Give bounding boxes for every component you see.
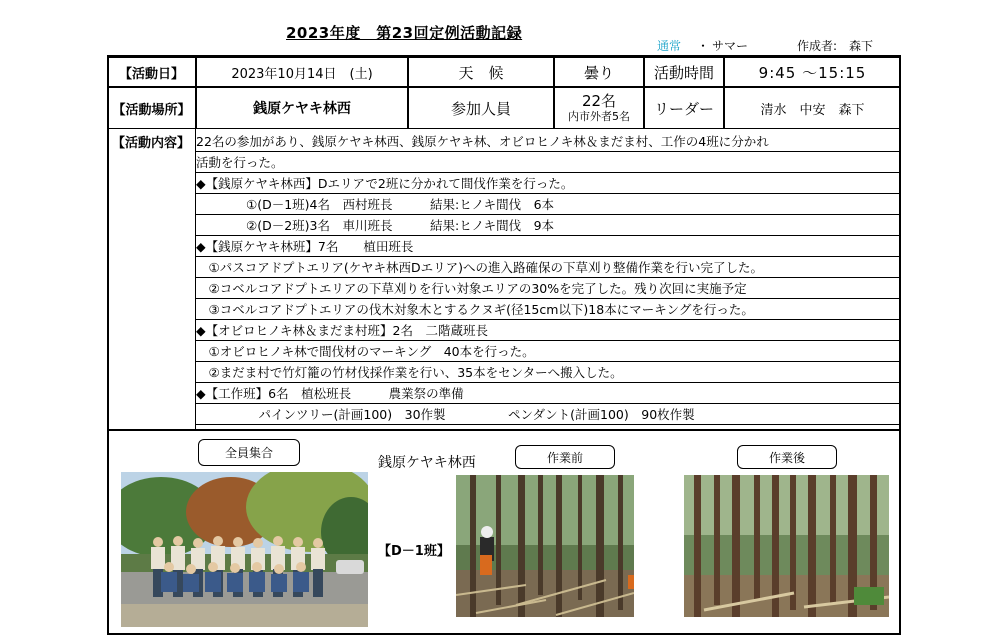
before-work-photo [456,475,634,617]
page-title: 2023年度 第23回定例活動記録 [286,24,523,42]
time-value: 9:45 〜15:15 [724,57,901,87]
date-value: 2023年10月14日 (土) [196,57,408,87]
before-work-button[interactable]: 作業前 [515,445,615,469]
content-line: ◆【オビロヒノキ林＆まだま村班】2名 二階蔵班長 [196,320,900,341]
content-line: ②まだま村で竹灯籠の竹材伐採作業を行い、35本をセンターへ搬入した。 [196,362,900,383]
after-work-button[interactable]: 作業後 [737,445,837,469]
participants-note: 内市外者5名 [568,110,630,123]
content-line: ①(D－1班)4名 西村班長 結果:ヒノキ間伐 6本 [196,194,900,215]
content-line: ◆【工作班】6名 植松班長 農業祭の準備 [196,383,900,404]
content-line: ◆【銭原ケヤキ林班】7名 植田班長 [196,236,900,257]
content-line: パインツリー(計画100) 30作製 ペンダント(計画100) 90枚作製 [196,404,900,425]
content-line: 22名の参加があり、銭原ケヤキ林西、銭原ケヤキ林、オビロヒノキ林＆まだま村、工作の4班に分かれ [196,131,900,152]
participants-label: 参加人員 [408,87,554,129]
team-label: 【D－1班】 [378,544,450,559]
type-separator: ・ [697,39,710,53]
place-value: 銭原ケヤキ林西 [196,87,408,129]
date-label: 【活動日】 [107,57,196,87]
leader-label: リーダー [644,87,724,129]
participants-cell [554,87,644,129]
group-photo [121,472,368,627]
author-label: 作成者: 森下 [797,39,874,53]
content-line: ①パスコアドプトエリア(ケヤキ林西Dエリア)への進入路確保の下草刈り整備作業を行い完了した。 [196,257,900,278]
participants-value: 22名 [581,92,617,110]
type-normal-label: 通常 [657,39,682,53]
content-line: 活動を行った。 [196,152,900,173]
after-work-photo [684,475,889,617]
content-line: ②(D－2班)3名 車川班長 結果:ヒノキ間伐 9本 [196,215,900,236]
type-summer-label: サマー [712,39,749,53]
content-line: ③コベルコアドプトエリアの伐木対象木とするクヌギ(径15cm以下)18本にマーキングを行った。 [196,299,900,320]
place-label: 【活動場所】 [107,87,196,129]
section-divider [107,429,901,431]
leader-value: 清水 中安 森下 [724,87,901,129]
content-label-column [107,129,196,431]
content-line: ◆【銭原ケヤキ林西】Dエリアで2班に分かれて間伐作業を行った。 [196,173,900,194]
group-photo-button[interactable]: 全員集合 [198,439,300,466]
weather-label: 天 候 [408,57,554,87]
weather-value: 曇り [554,57,644,87]
content-line: ①オビロヒノキ林で間伐材のマーキング 40本を行った。 [196,341,900,362]
location-title: 銭原ケヤキ林西 [378,455,476,471]
content-line: ②コベルコアドプトエリアの下草刈りを行い対象エリアの30%を完了した。残り次回に実施予定 [196,278,900,299]
content-label: 【活動内容】 [111,136,190,151]
time-label: 活動時間 [644,57,724,87]
